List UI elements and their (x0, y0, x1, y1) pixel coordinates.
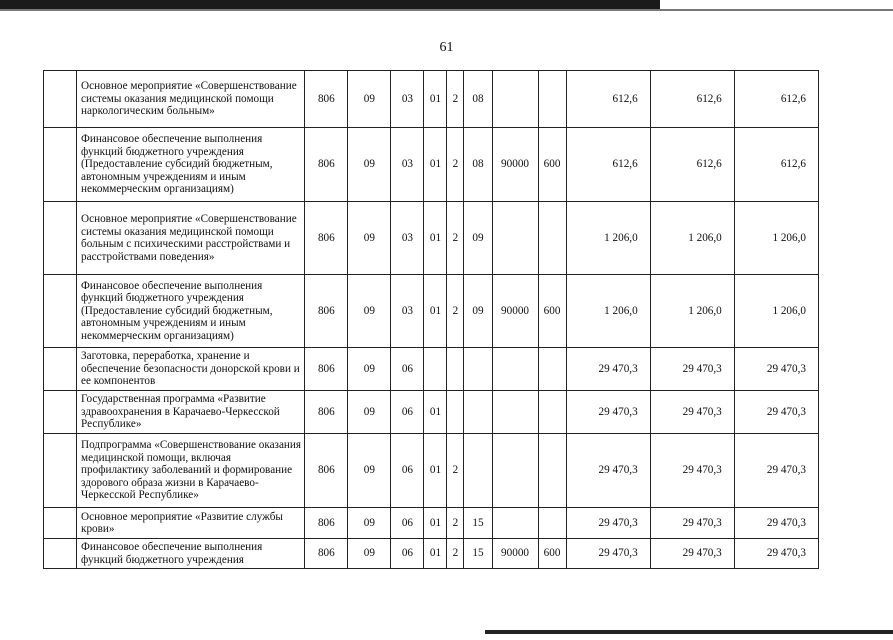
measure-code: 09 (464, 275, 492, 348)
subsection-code: 03 (391, 128, 424, 202)
measure-code (464, 434, 492, 508)
direction-code: 90000 (492, 539, 538, 569)
amount-2: 29 470,3 (650, 434, 734, 508)
amount-3: 612,6 (734, 128, 818, 202)
amount-3: 1 206,0 (734, 202, 818, 275)
amount-2: 29 470,3 (650, 348, 734, 391)
subsection-code: 06 (391, 434, 424, 508)
subprogram-code (447, 348, 464, 391)
program-code: 01 (424, 539, 447, 569)
program-code: 01 (424, 128, 447, 202)
amount-2: 1 206,0 (650, 275, 734, 348)
table-row (44, 434, 819, 508)
blank-cell (44, 391, 77, 434)
direction-code (492, 202, 538, 275)
subprogram-code: 2 (447, 202, 464, 275)
item-name: Финансовое обеспечение выполнения функций бюджетного учреждения (77, 539, 305, 569)
item-name: Государственная программа «Развитие здравоохранения в Карачаево-Черкесской Республике» (77, 391, 305, 434)
scan-edge-bottom (485, 630, 893, 634)
item-name: Финансовое обеспечение выполнения функций бюджетного учреждения (Предоставление субсидий бюджетным, автономным учреждениям и иным некоммерческим организациям) (77, 128, 305, 202)
table-row (44, 391, 819, 434)
scan-edge-top-shadow (0, 9, 893, 11)
amount-2: 29 470,3 (650, 508, 734, 539)
amount-3: 29 470,3 (734, 348, 818, 391)
program-code: 01 (424, 202, 447, 275)
blank-cell (44, 128, 77, 202)
blank-cell (44, 275, 77, 348)
amount-1: 612,6 (566, 71, 650, 128)
ministry-code: 806 (305, 508, 348, 539)
subprogram-code: 2 (447, 508, 464, 539)
measure-code: 15 (464, 539, 492, 569)
section-code: 09 (348, 348, 391, 391)
blank-cell (44, 434, 77, 508)
program-code: 01 (424, 71, 447, 128)
expense-type-code (538, 348, 566, 391)
direction-code: 90000 (492, 275, 538, 348)
direction-code (492, 391, 538, 434)
table-row (44, 508, 819, 539)
section-code: 09 (348, 391, 391, 434)
section-code: 09 (348, 434, 391, 508)
subsection-code: 06 (391, 508, 424, 539)
subsection-code: 03 (391, 275, 424, 348)
direction-code (492, 434, 538, 508)
expense-type-code (538, 508, 566, 539)
item-name: Заготовка, переработка, хранение и обеспечение безопасности донорской крови и ее компонентов (77, 348, 305, 391)
subsection-code: 06 (391, 539, 424, 569)
table-row (44, 71, 819, 128)
measure-code: 08 (464, 71, 492, 128)
subprogram-code: 2 (447, 128, 464, 202)
item-name: Основное мероприятие «Совершенствование системы оказания медицинской помощи больным с психическими расстройствами и расстройствами поведения» (77, 202, 305, 275)
amount-2: 612,6 (650, 71, 734, 128)
ministry-code: 806 (305, 391, 348, 434)
subprogram-code: 2 (447, 434, 464, 508)
amount-3: 29 470,3 (734, 508, 818, 539)
amount-3: 1 206,0 (734, 275, 818, 348)
item-name: Подпрограмма «Совершенствование оказания медицинской помощи, включая профилактику заболеваний и формирование здорового образа жизни в Карачаево-Черкесской Республике» (77, 434, 305, 508)
subprogram-code: 2 (447, 539, 464, 569)
item-name: Финансовое обеспечение выполнения функций бюджетного учреждения (Предоставление субсидий бюджетным, автономным учреждениям и иным некоммерческим организациям) (77, 275, 305, 348)
subsection-code: 06 (391, 391, 424, 434)
direction-code (492, 508, 538, 539)
amount-1: 29 470,3 (566, 391, 650, 434)
amount-3: 29 470,3 (734, 391, 818, 434)
amount-1: 29 470,3 (566, 508, 650, 539)
section-code: 09 (348, 539, 391, 569)
blank-cell (44, 539, 77, 569)
ministry-code: 806 (305, 539, 348, 569)
direction-code (492, 348, 538, 391)
measure-code: 08 (464, 128, 492, 202)
amount-1: 1 206,0 (566, 202, 650, 275)
blank-cell (44, 348, 77, 391)
expense-type-code (538, 71, 566, 128)
amount-1: 612,6 (566, 128, 650, 202)
subsection-code: 06 (391, 348, 424, 391)
ministry-code: 806 (305, 128, 348, 202)
ministry-code: 806 (305, 348, 348, 391)
amount-1: 1 206,0 (566, 275, 650, 348)
blank-cell (44, 202, 77, 275)
ministry-code: 806 (305, 202, 348, 275)
table-row (44, 275, 819, 348)
amount-3: 612,6 (734, 71, 818, 128)
subprogram-code: 2 (447, 275, 464, 348)
subsection-code: 03 (391, 202, 424, 275)
table-row (44, 348, 819, 391)
amount-2: 612,6 (650, 128, 734, 202)
program-code: 01 (424, 391, 447, 434)
measure-code (464, 348, 492, 391)
amount-2: 29 470,3 (650, 391, 734, 434)
section-code: 09 (348, 128, 391, 202)
section-code: 09 (348, 275, 391, 348)
section-code: 09 (348, 71, 391, 128)
expense-type-code: 600 (538, 275, 566, 348)
section-code: 09 (348, 202, 391, 275)
amount-2: 1 206,0 (650, 202, 734, 275)
item-name: Основное мероприятие «Развитие службы крови» (77, 508, 305, 539)
ministry-code: 806 (305, 434, 348, 508)
table-row (44, 539, 819, 569)
expense-type-code: 600 (538, 539, 566, 569)
subsection-code: 03 (391, 71, 424, 128)
subprogram-code (447, 391, 464, 434)
blank-cell (44, 71, 77, 128)
table-row (44, 128, 819, 202)
measure-code: 15 (464, 508, 492, 539)
amount-3: 29 470,3 (734, 434, 818, 508)
direction-code (492, 71, 538, 128)
section-code: 09 (348, 508, 391, 539)
program-code: 01 (424, 275, 447, 348)
ministry-code: 806 (305, 275, 348, 348)
scan-edge-top (0, 0, 660, 9)
expense-type-code (538, 434, 566, 508)
page-number: 61 (439, 40, 454, 55)
expense-type-code (538, 391, 566, 434)
expense-type-code: 600 (538, 128, 566, 202)
budget-table (43, 70, 819, 569)
amount-1: 29 470,3 (566, 348, 650, 391)
ministry-code: 806 (305, 71, 348, 128)
item-name: Основное мероприятие «Совершенствование системы оказания медицинской помощи наркологическим больным» (77, 71, 305, 128)
expense-type-code (538, 202, 566, 275)
program-code: 01 (424, 434, 447, 508)
table-row (44, 202, 819, 275)
amount-1: 29 470,3 (566, 434, 650, 508)
program-code: 01 (424, 508, 447, 539)
measure-code (464, 391, 492, 434)
measure-code: 09 (464, 202, 492, 275)
amount-2: 29 470,3 (650, 539, 734, 569)
blank-cell (44, 508, 77, 539)
amount-3: 29 470,3 (734, 539, 818, 569)
amount-1: 29 470,3 (566, 539, 650, 569)
subprogram-code: 2 (447, 71, 464, 128)
direction-code: 90000 (492, 128, 538, 202)
program-code (424, 348, 447, 391)
